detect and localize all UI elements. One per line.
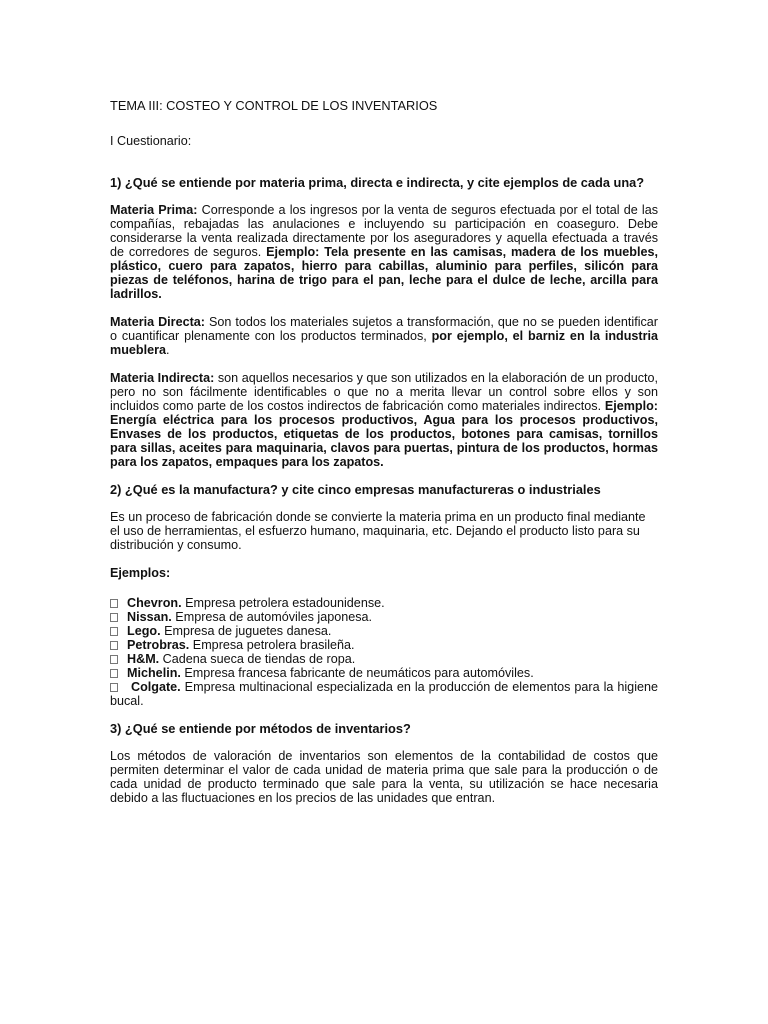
examples-list (110, 596, 658, 708)
term-materia-indirecta: Materia Indirecta: (110, 371, 215, 385)
company-name: Colgate. (131, 680, 181, 694)
definition-materia-prima: Corresponde a los ingresos por la venta de seguros efectuada por el total de las compañías, rebajadas las anulaciones e incluyendo su participación en coaseguro. Debe considerarse la venta realizada directamente por los aseguradores y aquella efectuada a través de corredores de seguros. (110, 203, 659, 259)
company-name: H&M. (127, 652, 160, 666)
checkbox-bullet-icon (110, 655, 118, 664)
list-item (110, 610, 658, 624)
company-name: Lego. (127, 624, 161, 638)
company-description: Cadena sueca de tiendas de ropa. (159, 652, 356, 666)
list-item (110, 680, 658, 708)
list-item (110, 624, 658, 638)
answer-3: Los métodos de valoración de inventarios son elementos de la contabilidad de costos que permiten determinar el valor de cada unidad de materia prima que sale para la producción o de cada unidad de producto terminado que sale para la venta, su utilización se hace necesaria debido a las fluctuaciones en los precios de las unidades que entran. (110, 749, 658, 805)
list-item (110, 666, 658, 680)
list-item (110, 638, 658, 652)
definition-materia-indirecta: son aquellos necesarios y que son utilizados en la elaboración de un producto, pero no son fácilmente identificables o que no a merita llevar un control sobre ellos y son incluidos como parte de los costos indirectos de fabricación como materiales indirectos. (110, 371, 658, 413)
example-materia-directa: por ejemplo, el barniz en la industria mueblera (110, 329, 658, 357)
question-1: 1) ¿Qué se entiende por materia prima, directa e indirecta, y cite ejemplos de cada una? (110, 175, 645, 190)
checkbox-bullet-icon (110, 599, 118, 608)
document-subtitle: I Cuestionario: (110, 134, 192, 148)
paragraph-materia-prima (110, 203, 658, 301)
list-item (110, 652, 658, 666)
paragraph-materia-directa (110, 315, 658, 357)
company-description: Empresa petrolera estadounidense. (181, 596, 385, 610)
company-description: Empresa francesa fabricante de neumáticos para automóviles. (180, 666, 534, 680)
list-item (110, 596, 658, 610)
example-materia-indirecta: Ejemplo: Energía eléctrica para los procesos productivos, Agua para los procesos productivos, Envases de los productos, etiquetas de los productos, botones para camisas, tornillos para sillas, aceites para maquinaria, clavos para puertas, pintura de los productos, hormas para los zapatos, empaques para los zapatos. (110, 399, 658, 469)
company-name: Nissan. (127, 610, 172, 624)
paragraph-materia-indirecta (110, 371, 658, 469)
company-name: Chevron. (127, 596, 182, 610)
checkbox-bullet-icon (110, 627, 118, 636)
company-description: Empresa petrolera brasileña. (189, 638, 355, 652)
checkbox-bullet-icon (110, 669, 118, 678)
company-description: Empresa de automóviles japonesa. (171, 610, 373, 624)
company-name: Petrobras. (127, 638, 190, 652)
checkbox-bullet-icon (110, 683, 118, 692)
company-description: Empresa de juguetes danesa. (160, 624, 332, 638)
checkbox-bullet-icon (110, 641, 118, 650)
checkbox-bullet-icon (110, 613, 118, 622)
term-materia-directa: Materia Directa: (110, 315, 205, 329)
answer-2: Es un proceso de fabricación donde se convierte la materia prima en un producto final mediante el uso de herramientas, el esfuerzo humano, maquinaria, etc. Dejando el producto listo para su distribución y consumo. (110, 510, 646, 552)
example-materia-prima: Ejemplo: Tela presente en las camisas, madera de los muebles, plástico, cuero para zapatos, hierro para cabillas, aluminio para perfiles, silicón para piezas de teléfonos, harina de trigo para el pan, leche para el dulce de leche, arcilla para ladrillos. (110, 245, 658, 301)
examples-heading: Ejemplos: (110, 566, 171, 580)
question-2: 2) ¿Qué es la manufactura? y cite cinco empresas manufactureras o industriales (110, 482, 601, 497)
term-materia-prima: Materia Prima: (110, 203, 198, 217)
question-3: 3) ¿Qué se entiende por métodos de inventarios? (110, 721, 411, 736)
company-description: Empresa multinacional especializada en la producción de elementos para la higiene bucal. (110, 680, 658, 708)
company-name: Michelin. (127, 666, 181, 680)
definition-materia-directa: Son todos los materiales sujetos a transformación, que no se pueden identificar o cuantificar plenamente con los productos terminados, (110, 315, 658, 343)
end-materia-directa: . (166, 343, 170, 357)
document-title: TEMA III: COSTEO Y CONTROL DE LOS INVENTARIOS (110, 98, 438, 113)
